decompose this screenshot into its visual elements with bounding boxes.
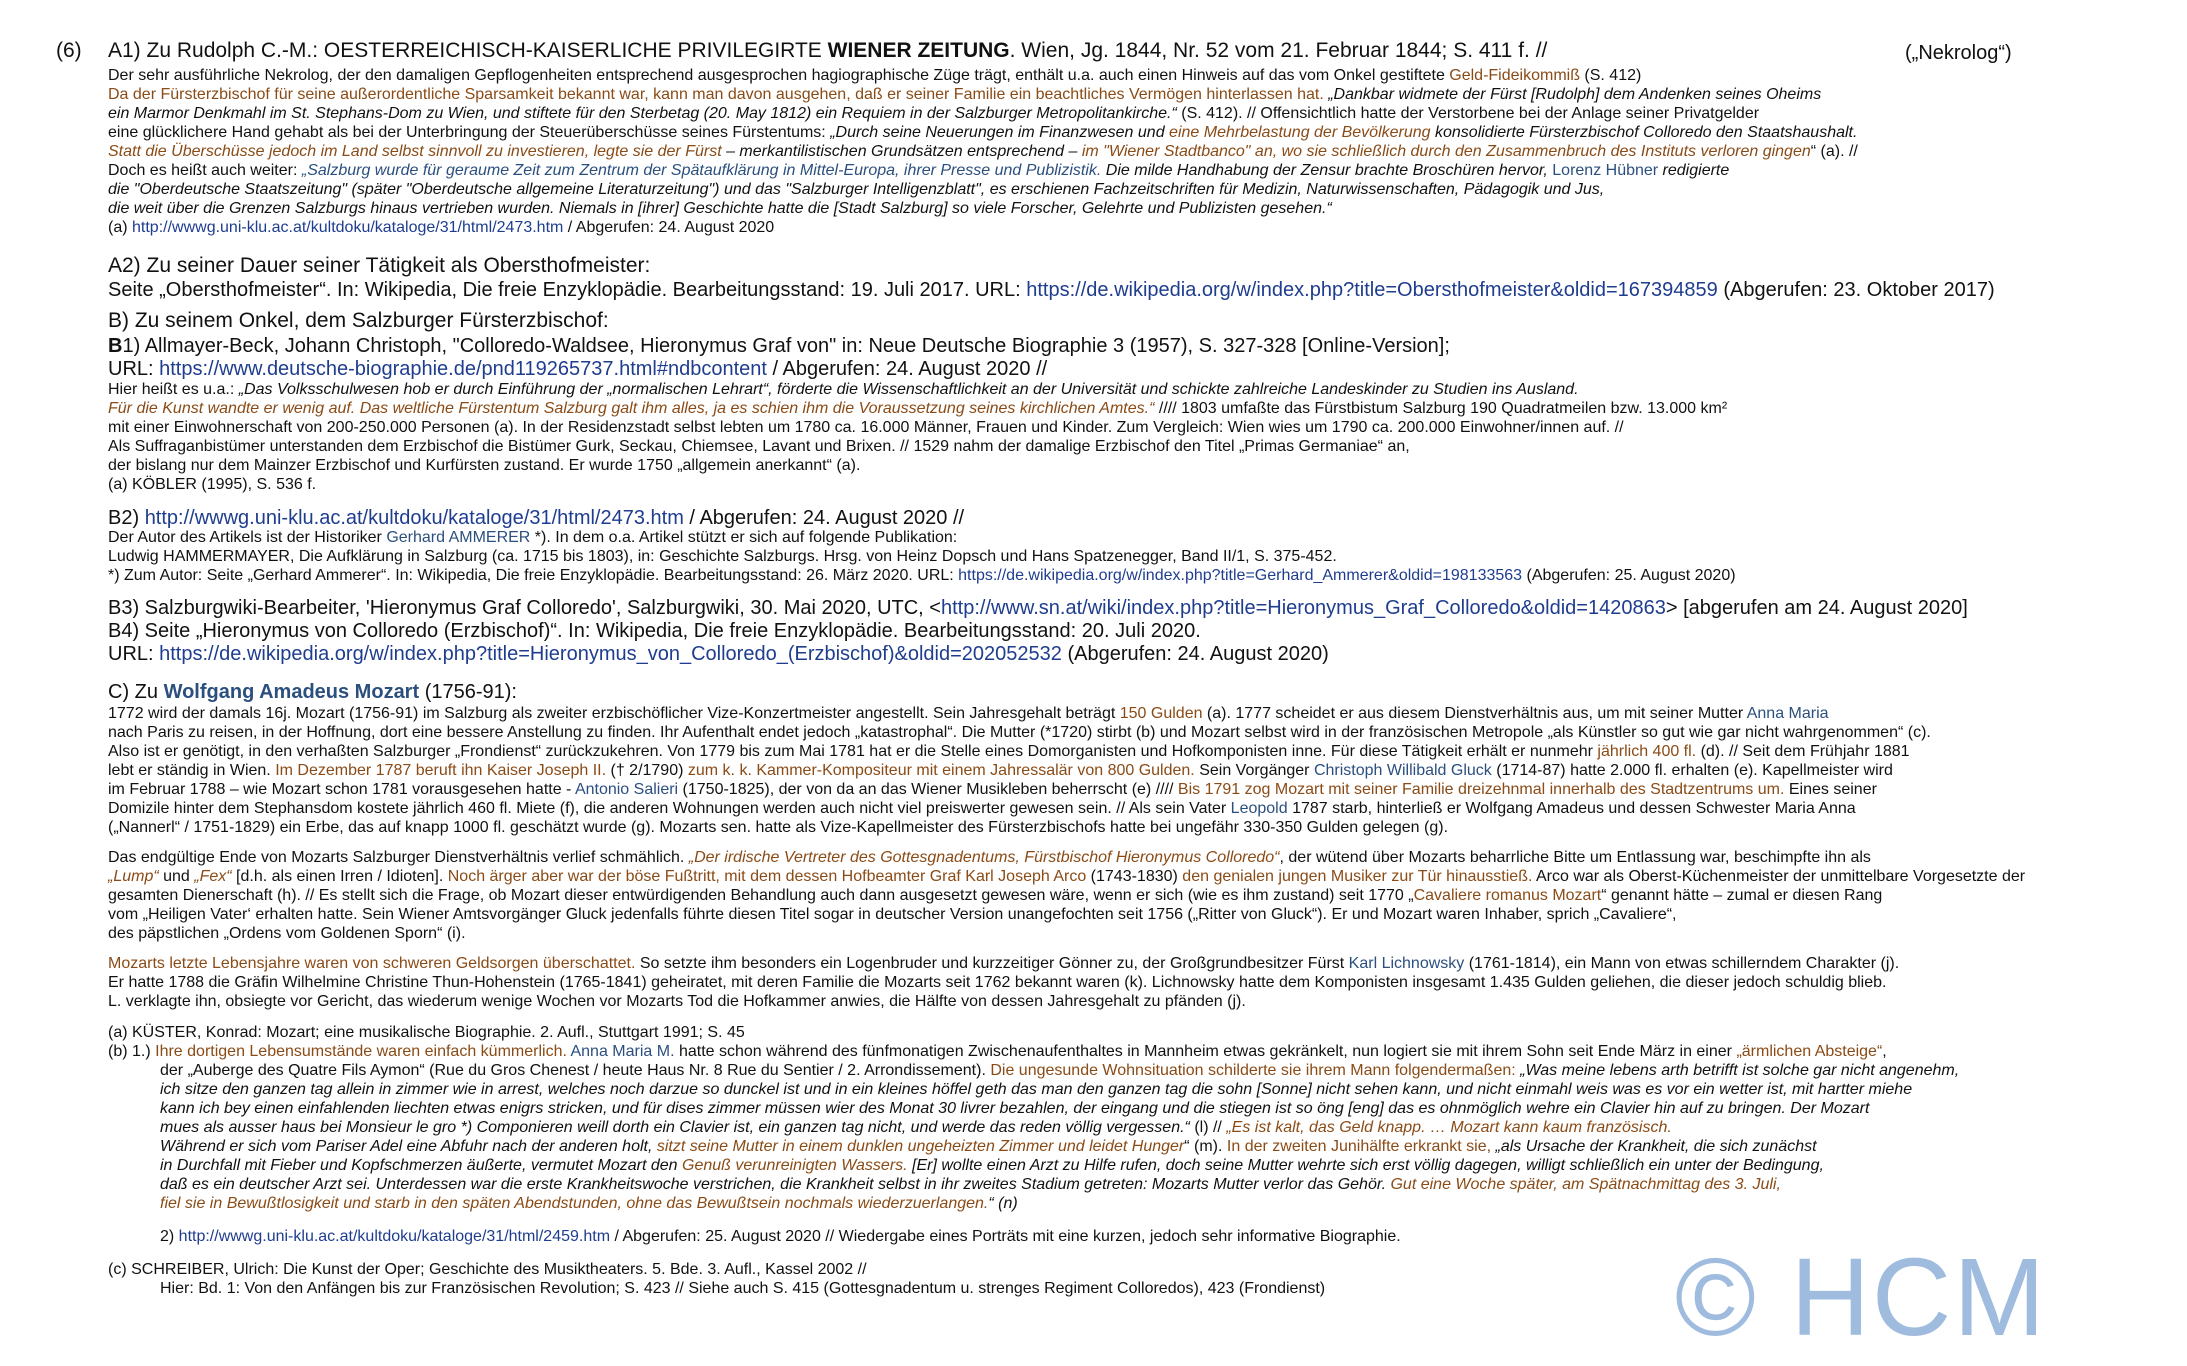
text-segment: Gerhard AMMERER xyxy=(386,529,531,546)
text-segment: *). In dem o.a. Artikel stützt er sich auf folgende Publikation: xyxy=(530,529,958,546)
text-segment: B xyxy=(108,335,123,357)
text-segment: 1) Allmayer-Beck, Johann Christoph, "Colloredo-Waldsee, Hieronymus Graf von" in: Neue Deutsche Biographie 3 (1957), S. 327-328 [Online-Version]; xyxy=(122,335,1450,357)
text-segment: Für die Kunst wandte er wenig auf. Das weltliche Fürstentum Salzburg galt ihm alles, ja es schien ihm die Voraussetzung seines kirchlichen Amtes.“ xyxy=(108,400,1155,417)
text-segment: die weit über die Grenzen Salzburgs hinaus vertrieben wurden. Niemals in [ihrer] Geschichte hatte die [Stadt Salzburg] so viele Forscher, Gelehrte und Publizisten gesehen.“ xyxy=(108,200,1332,217)
text-segment: So setzte ihm besonders ein Logenbruder und kurzzeitiger Gönner zu, der Großgrundbesitzer Fürst xyxy=(635,955,1349,972)
text-line xyxy=(160,1061,1959,1080)
text-segment: hatte schon während des fünfmonatigen Zwischenaufenthaltes in Mannheim etwas gekränkelt, nun logiert sie mit ihrem Sohn seit Ende März in einer xyxy=(674,1043,1737,1060)
text-segment: > [abgerufen am 24. August 2020] xyxy=(1665,597,1968,619)
text-segment: (1714-87) hatte 2.000 fl. erhalten (e). Kapellmeister wird xyxy=(1491,762,1893,779)
text-line xyxy=(108,418,1624,437)
text-segment: Der sehr ausführliche Nekrolog, der den damaligen Gepflogenheiten entsprechend ausgesprochen hagiographische Züge trägt, enthält u.a. auch einen Hinweis auf das vom Onkel gestiftete xyxy=(108,67,1450,84)
text-segment: / Abgerufen: 24. August 2020 // xyxy=(683,507,965,529)
text-segment: „Dankbar widmete der Fürst [Rudolph] dem Andenken seines Oheims xyxy=(1323,86,1822,103)
text-segment: , der wütend über Mozarts beharrliche Bitte um Entlassung war, beschimpfte ihn als xyxy=(1279,849,1871,866)
text-line xyxy=(160,1279,1325,1298)
text-line xyxy=(108,761,1893,780)
text-segment: (Abgerufen: 24. August 2020) xyxy=(1061,643,1329,665)
text-line xyxy=(108,619,1201,643)
text-segment: daß es ein deutscher Arzt sei. Unterdessen war die erste Krankheitswoche verstrichen, die Krankheit selbst in ihr zweites Stadium getreten: Mozarts Mutter verlor das Gehör. xyxy=(160,1176,1391,1193)
text-line xyxy=(108,1042,1887,1061)
text-segment: (1756-91): xyxy=(419,681,517,703)
text-line xyxy=(108,596,1968,620)
text-line xyxy=(108,528,957,547)
text-segment: vom „Heiligen Vater‘ erhalten hatte. Sein Wiener Amtsvorgänger Gluck jedenfalls führte diesen Titel sogar in deutscher Version unangefochten seit 1756 („Ritter von Gluck“). Er und Mozart waren Inhaber, sprich „Cavaliere“, xyxy=(108,906,1677,923)
text-line xyxy=(108,848,1871,867)
text-segment: der bislang nur dem Mainzer Erzbischof und Kurfürsten zustand. Er wurde 1750 „allgemein anerkannt“ (a). xyxy=(108,457,861,474)
text-segment: A1) Zu Rudolph C.-M.: OESTERREICHISCH-KAISERLICHE PRIVILEGIRTE xyxy=(108,39,828,62)
text-line xyxy=(160,1137,1817,1156)
text-segment: kann ich bey einen einfahlenden liechten etwas enigrs stricken, und für dises zimmer müssen wier des Monat 30 livrer bezahlen, der eingang und die stiegen ist so öng [eng] das es ohnmöglich wehre ein Clavier hin auf zu bringen. Der Mozart xyxy=(160,1100,1870,1117)
text-segment: Hier heißt es u.a.: xyxy=(108,381,239,398)
text-segment: eine Mehrbelastung der Bevölkerung xyxy=(1169,124,1431,141)
text-segment: WIENER ZEITUNG xyxy=(827,39,1010,62)
text-segment: Sein Vorgänger xyxy=(1194,762,1314,779)
text-segment: in Durchfall mit Fieber und Kopfschmerzen äußerte, vermutet Mozart den xyxy=(160,1157,682,1174)
text-segment: eine glücklichere Hand gehabt als bei der Unterbringung der Steuerüberschüsse seines Fürstentums: xyxy=(108,124,831,141)
text-line xyxy=(108,380,1579,399)
text-segment: “ (m). xyxy=(1184,1138,1227,1155)
text-segment: Karl Lichnowsky xyxy=(1348,955,1465,972)
text-segment: Der Autor des Artikels ist der Historiker xyxy=(108,529,387,546)
reference-link[interactable]: https://de.wikipedia.org/w/index.php?title=Hieronymus_von_Colloredo_(Erzbischof)&oldid=202052532 xyxy=(159,643,1062,665)
text-line xyxy=(108,547,1337,566)
text-line xyxy=(108,437,1410,456)
text-segment: (a). 1777 scheidet er aus diesem Dienstverhältnis aus, um mit seiner Mutter xyxy=(1202,705,1747,722)
text-segment: Bis 1791 zog Mozart mit seiner Familie dreizehnmal innerhalb des Stadtzentrums um. xyxy=(1177,781,1785,798)
text-segment: († 2/1790) xyxy=(606,762,688,779)
text-segment: “ genannt hätte – zumal er diesen Rang xyxy=(1601,887,1883,904)
text-segment: der „Auberge des Quatre Fils Aymon“ (Rue du Gros Chenest / heute Haus Nr. 8 Rue du Sentier / 2. Arrondissement). xyxy=(160,1062,991,1079)
text-segment: Hier: Bd. 1: Von den Anfängen bis zur Französischen Revolution; S. 423 // Siehe auch S. 415 (Gottesgnadentum u. strenges Regiment Colloredos), 423 (Frondienst) xyxy=(160,1280,1326,1297)
text-line xyxy=(108,142,1858,161)
text-line xyxy=(108,723,1931,742)
text-segment: Da der Fürsterzbischof für seine außerordentliche Sparsamkeit bekannt war, kann man davon ausgehen, daß er seiner Familie ein beachtliches Vermögen hinterlassen hat. xyxy=(108,86,1324,103)
text-segment: im "Wiener Stadtbanco" an, wo sie schließlich durch den Zusammenbruch des Instituts verloren gingen xyxy=(1081,143,1811,160)
text-line xyxy=(160,1080,1912,1099)
text-segment: „Was meine lebens arth betrifft ist solche gar nicht angenehm, xyxy=(1515,1062,1960,1079)
text-line xyxy=(108,334,1450,358)
text-segment: Seite „Obersthofmeister“. In: Wikipedia, Die freie Enzyklopädie. Bearbeitungsstand: 19. Juli 2017. URL: xyxy=(108,279,1027,301)
text-line xyxy=(108,456,860,475)
text-line xyxy=(160,1227,1401,1246)
text-segment: . Wien, Jg. 1844, Nr. 52 vom 21. Februar 1844; S. 411 f. // xyxy=(1009,39,1548,62)
text-line xyxy=(108,742,1910,761)
text-segment: Ihre dortigen Lebensumstände waren einfach kümmerlich. xyxy=(155,1043,567,1060)
text-segment: Genuß verunreinigten Wassers. xyxy=(682,1157,908,1174)
text-line xyxy=(108,905,1676,924)
text-segment: „Lump“ xyxy=(108,868,159,885)
text-segment: 2) xyxy=(160,1228,179,1245)
text-segment: (S. 412). // Offensichtlich hatte der Verstorbene bei der Anlage seiner Privatgelder xyxy=(1176,105,1760,122)
text-segment: Mozarts letzte Lebensjahre waren von schweren Geldsorgen überschattet. xyxy=(108,955,636,972)
text-line xyxy=(160,1156,1824,1175)
text-segment: (a) xyxy=(108,219,132,236)
text-segment: ein Marmor Denkmahl im St. Stephans-Dom zu Wien, und stiftete für den Sterbetag (20. May 1812) ein Requiem in der Salzburger Metropolitankirche.“ xyxy=(108,105,1177,122)
text-segment: „Der irdische Vertreter des Gottesgnadentums, Fürstbischof Hieronymus Colloredo“ xyxy=(688,849,1280,866)
reference-link[interactable]: http://wwwg.uni-klu.ac.at/kultdoku/kataloge/31/html/2473.htm xyxy=(144,507,684,529)
text-line xyxy=(108,867,2025,886)
text-segment: im Februar 1788 – wie Mozart schon 1781 vorausgesehen hatte - xyxy=(108,781,575,798)
text-line xyxy=(108,642,1329,666)
text-line xyxy=(108,992,1246,1011)
text-segment: B4) Seite „Hieronymus von Colloredo (Erzbischof)“. In: Wikipedia, Die freie Enzyklopädie. Bearbeitungsstand: 20. Juli 2020. xyxy=(108,620,1201,642)
text-segment: B) Zu seinem Onkel, dem Salzburger Fürsterzbischof: xyxy=(108,309,609,332)
text-line xyxy=(108,161,1729,180)
hcm-watermark: © HCM xyxy=(1674,1236,2047,1359)
text-segment: „Durch seine Neuerungen im Finanzwesen und xyxy=(830,124,1170,141)
reference-link[interactable]: http://wwwg.uni-klu.ac.at/kultdoku/kataloge/31/html/2473.htm xyxy=(132,219,564,236)
text-segment: (S. 412) xyxy=(1579,67,1642,84)
text-segment: In der zweiten Junihälfte erkrankt sie, xyxy=(1226,1138,1492,1155)
text-segment: Anna Maria xyxy=(1746,705,1829,722)
text-segment: / Abgerufen: 24. August 2020 // xyxy=(766,358,1048,380)
text-segment: Arco war als Oberst-Küchenmeister der unmittelbare Vorgesetzte der xyxy=(1532,868,2026,885)
text-segment: und xyxy=(158,868,195,885)
text-line xyxy=(108,66,1641,85)
text-line xyxy=(108,180,1604,199)
text-segment: URL: xyxy=(108,358,160,380)
reference-link[interactable]: http://www.sn.at/wiki/index.php?title=Hieronymus_Graf_Colloredo&oldid=1420863 xyxy=(940,597,1666,619)
text-segment: 150 Gulden xyxy=(1119,705,1203,722)
text-segment: „Salzburg wurde für geraume Zeit zum Zentrum der Spätaufklärung in Mittel-Europa, ihrer Presse und Publizistik. xyxy=(301,162,1102,179)
text-segment: Antonio Salieri xyxy=(574,781,679,798)
text-line xyxy=(108,566,1736,585)
text-line xyxy=(108,85,1821,104)
text-line xyxy=(108,780,1877,799)
text-segment: //// 1803 umfaßte das Fürstbistum Salzburg 190 Quadratmeilen bzw. 13.000 km² xyxy=(1154,400,1728,417)
reference-link[interactable]: https://de.wikipedia.org/w/index.php?title=Gerhard_Ammerer&oldid=198133563 xyxy=(958,567,1523,584)
text-line xyxy=(108,506,964,530)
text-segment: C) Zu xyxy=(108,681,164,703)
text-segment: URL: xyxy=(108,643,160,665)
text-line xyxy=(108,399,1727,418)
text-segment: „Fex“ xyxy=(194,868,232,885)
text-line xyxy=(160,1099,1869,1118)
text-segment: Noch ärger aber war der böse Fußtritt, mit dem dessen Hofbeamter Graf Karl Joseph Arco xyxy=(447,868,1087,885)
text-segment: B3) Salzburgwiki-Bearbeiter, 'Hieronymus Graf Colloredo', Salzburgwiki, 30. Mai 2020, UTC, < xyxy=(108,597,941,619)
text-segment: Gut eine Woche später, am Spätnachmittag des 3. Juli, xyxy=(1390,1176,1781,1193)
text-segment: (a) KÖBLER (1995), S. 536 f. xyxy=(108,476,317,493)
text-segment: fiel sie in Bewußtlosigkeit und starb in den späten Abendstunden, ohne das Bewußtsein nochmals wiederzuerlangen. xyxy=(160,1195,989,1212)
text-segment: L. verklagte ihn, obsiegte vor Gericht, das wiederum wenige Wochen vor Mozarts Tod die Hofkammer anwies, die Hälfte von dessen Jahresgehalt zu pfänden (j). xyxy=(108,993,1246,1010)
text-line xyxy=(160,1175,1781,1194)
text-line xyxy=(108,886,1882,905)
text-line xyxy=(108,253,650,279)
text-segment: mues als ausser haus bei Monsieur le gro *) Componieren weill dorth ein Clavier ist, ein ganzen tag nicht, und werde das reden völlig vergessen.“ xyxy=(160,1119,1190,1136)
text-segment: gesamten Dienerschaft (h). // Es stellt sich die Frage, ob Mozart dieser entwürdigenden Behandlung auch dann ausgesetzt gewesen wäre, wenn er sich (wie es ihm zustand) seit 1770 „ xyxy=(108,887,1414,904)
text-segment: – merkantilistischen Grundsätzen entsprechend – xyxy=(721,143,1082,160)
text-segment: nach Paris zu reisen, in der Hoffnung, dort eine bessere Anstellung zu finden. Ihr Aufenthalt endet jedoch „katastrophal“. Die Mutter (*1720) stirbt (b) und Mozart selbst wird in der französischen Metropole „als Künstler so gut wie gar nicht wahrgenommen“ (c). xyxy=(108,724,1931,741)
reference-link[interactable]: http://wwwg.uni-klu.ac.at/kultdoku/kataloge/31/html/2459.htm xyxy=(178,1228,611,1245)
text-segment: (Abgerufen: 25. August 2020) xyxy=(1522,567,1736,584)
text-segment: „Es ist kalt, das Geld knapp. … Mozart kann kaum französisch. xyxy=(1226,1119,1672,1136)
text-segment: ich sitze den ganzen tag allein in zimmer wie in arrest, welches noch darzue so dunckel ist und in ein kleines höffel geth das man den ganzen tag die sohn [Sonne] nicht sehen kann, und nicht einmahl weis was es vor ein wetter ist, mit hartter miehe xyxy=(160,1081,1913,1098)
text-line xyxy=(108,104,1759,123)
text-line xyxy=(160,1118,1672,1137)
text-segment: 1772 wird der damals 16j. Mozart (1756-91) im Salzburg als zweiter erzbischöflicher Vize-Konzertmeister angestellt. Sein Jahresgehalt beträgt xyxy=(108,705,1120,722)
text-segment: Anna Maria M. xyxy=(570,1043,675,1060)
text-segment: Doch es heißt auch weiter: xyxy=(108,162,302,179)
text-segment: Eines seiner xyxy=(1784,781,1877,798)
text-segment: Geld-Fideikommiß xyxy=(1449,67,1580,84)
text-line xyxy=(108,38,1547,64)
text-segment: Also ist er genötigt, in den verhaßten Salzburger „Frondienst“ zurückzukehren. Von 1779 bis zum Mai 1781 hat er die Stelle eines Domorganisten und Hofkomponisten inne. Für diese Tätigkeit erhält er nunmehr xyxy=(108,743,1598,760)
text-segment: Leopold xyxy=(1230,800,1288,817)
text-segment: “ (a). // xyxy=(1810,143,1858,160)
text-line xyxy=(108,199,1332,218)
text-segment: redigierte xyxy=(1658,162,1730,179)
text-segment: (Abgerufen: 23. Oktober 2017) xyxy=(1717,279,1995,301)
text-segment: sitzt seine Mutter in einem dunklen ungeheizten Zimmer und leidet Hunger xyxy=(656,1138,1185,1155)
text-segment: mit einer Einwohnerschaft von 200-250.000 Personen (a). In der Residenzstadt selbst lebten um 1780 ca. 16.000 Männer, Frauen und Kinder. Zum Vergleich: Wien wies um 1790 ca. 200.000 Einwohner/innen auf. // xyxy=(108,419,1624,436)
text-segment: Lorenz Hübner xyxy=(1552,162,1659,179)
text-line xyxy=(108,357,1047,381)
text-segment: („Nannerl“ / 1751-1829) ein Erbe, das auf knapp 1000 fl. geschätzt wurde (g). Mozarts sen. hatte als Vize-Kapellmeister des Fürsterzbischofs hatte bei ungefähr 330-350 Gulden gelegen (g). xyxy=(108,819,1449,836)
text-segment: (1743-1830) xyxy=(1086,868,1183,885)
text-segment: Statt die Überschüsse jedoch im Land selbst sinnvoll zu investieren, legte sie der Fürst xyxy=(108,143,722,160)
text-segment: jährlich 400 fl. xyxy=(1597,743,1697,760)
text-segment: Ludwig HAMMERMAYER, Die Aufklärung in Salzburg (ca. 1715 bis 1803), in: Geschichte Salzburgs. Hrsg. von Heinz Dopsch und Hans Spatzenegger, Band II/1, S. 375-452. xyxy=(108,548,1337,565)
text-segment: Cavaliere romanus Mozart xyxy=(1413,887,1602,904)
text-segment: die "Oberdeutsche Staatszeitung" (später "Oberdeutsche allgemeine Literaturzeitung") und das "Salzburger Intelligenzblatt", es erschienen Fachzeitschriften für Medizin, Naturwissenschaften, Pädagogik und Jus, xyxy=(108,181,1605,198)
text-segment: 1787 starb, hinterließ er Wolfgang Amadeus und dessen Schwester Maria Anna xyxy=(1287,800,1856,817)
text-segment: (c) SCHREIBER, Ulrich: Die Kunst der Oper; Geschichte des Musiktheaters. 5. Bde. 3. Aufl., Kassel 2002 // xyxy=(108,1261,867,1278)
text-segment: (1750-1825), der von da an das Wiener Musikleben beherrscht (e) //// xyxy=(678,781,1178,798)
text-segment: Domizile hinter dem Stephansdom kostete jährlich 460 fl. Miete (f), die anderen Wohnungen werden auch nicht viel preiswerter gewesen sein. // Als sein Vater xyxy=(108,800,1231,817)
text-line xyxy=(108,954,1899,973)
text-segment: (1761-1814), ein Mann von etwas schillerndem Charakter (j). xyxy=(1464,955,1900,972)
text-line xyxy=(108,1260,867,1279)
text-segment: Während er sich vom Pariser Adel eine Abfuhr nach der anderen holt, xyxy=(160,1138,657,1155)
reference-link[interactable]: https://www.deutsche-biographie.de/pnd119265737.html#ndbcontent xyxy=(159,358,767,380)
text-segment: „als Ursache der Krankheit, die sich zunächst xyxy=(1491,1138,1817,1155)
text-line xyxy=(108,704,1829,723)
text-segment: [Er] wollte einen Arzt zu Hilfe rufen, doch seine Mutter wehrte sich erst völlig dagegen, willigt schließlich ein unter der Bedingung, xyxy=(907,1157,1824,1174)
text-line xyxy=(108,680,517,704)
text-segment: des päpstlichen „Ordens vom Goldenen Sporn“ (i). xyxy=(108,925,466,942)
text-line xyxy=(108,818,1448,837)
entry-number: (6) xyxy=(56,39,82,62)
text-segment: Die ungesunde Wohnsituation schilderte sie ihrem Mann folgendermaßen: xyxy=(990,1062,1516,1079)
text-line xyxy=(108,123,1857,142)
text-line xyxy=(160,1194,1018,1213)
text-segment: Wolfgang Amadeus Mozart xyxy=(163,681,420,703)
text-segment: (b) 1.) xyxy=(108,1043,156,1060)
text-segment: zum k. k. Kammer-Kompositeur mit einem Jahressalär von 800 Gulden. xyxy=(687,762,1195,779)
text-segment: (l) // xyxy=(1189,1119,1227,1136)
text-line xyxy=(108,1023,745,1042)
text-segment: Christoph Willibald Gluck xyxy=(1313,762,1492,779)
text-line xyxy=(108,308,609,334)
text-segment: „Das Volksschulwesen hob er durch Einführung der „normalischen Lehrart“, förderte die Wissenschaftlichkeit an der Universität und schickte zahlreiche Landeskinder zu Studien ins Ausland. xyxy=(238,381,1579,398)
text-segment: Er hatte 1788 die Gräfin Wilhelmine Christine Thun-Hohenstein (1765-1841) geheiratet, mit deren Familie die Mozarts seit 1762 bekannt waren (k). Lichnowsky hatte dem Komponisten insgesamt 1.435 Gulden geliehen, die dieser jedoch schuldig blieb. xyxy=(108,974,1887,991)
text-segment: lebt er ständig in Wien. xyxy=(108,762,276,779)
text-line xyxy=(108,973,1886,992)
text-segment: [d.h. als einen Irren / Idioten]. xyxy=(231,868,448,885)
nekrolog-tag: („Nekrolog“) xyxy=(1905,42,2012,64)
text-segment: A2) Zu seiner Dauer seiner Tätigkeit als Obersthofmeister: xyxy=(108,254,651,277)
text-segment: “ (n) xyxy=(988,1195,1018,1212)
text-line xyxy=(108,924,466,943)
text-segment: (a) KÜSTER, Konrad: Mozart; eine musikalische Biographie. 2. Aufl., Stuttgart 1991; S. 45 xyxy=(108,1024,745,1041)
text-segment: *) Zum Autor: Seite „Gerhard Ammerer“. In: Wikipedia, Die freie Enzyklopädie. Bearbeitungsstand: 26. März 2020. URL: xyxy=(108,567,959,584)
text-segment: / Abgerufen: 25. August 2020 // Wiedergabe eines Porträts mit eine kurzen, jedoch sehr informative Biographie. xyxy=(610,1228,1401,1245)
text-segment: „ärmlichen Absteige“ xyxy=(1736,1043,1883,1060)
text-segment: den genialen jungen Musiker zur Tür hinausstieß. xyxy=(1182,868,1533,885)
text-line xyxy=(108,278,1995,302)
text-line xyxy=(108,475,316,494)
text-segment: Im Dezember 1787 beruft ihn Kaiser Joseph II. xyxy=(275,762,607,779)
text-segment: Als Suffraganbistümer unterstanden dem Erzbischof die Bistümer Gurk, Seckau, Chiemsee, Lavant und Brixen. // 1529 nahm der damalige Erzbischof den Titel „Primas Germaniae“ an, xyxy=(108,438,1410,455)
text-segment: B2) xyxy=(108,507,145,529)
text-line xyxy=(108,799,1856,818)
text-line xyxy=(108,218,774,237)
text-segment: konsolidierte Fürsterzbischof Colloredo den Staatshaushalt. xyxy=(1430,124,1858,141)
reference-link[interactable]: https://de.wikipedia.org/w/index.php?title=Obersthofmeister&oldid=167394859 xyxy=(1026,279,1718,301)
text-segment: / Abgerufen: 24. August 2020 xyxy=(563,219,775,236)
text-segment: Die milde Handhabung der Zensur brachte Broschüren hervor, xyxy=(1101,162,1553,179)
text-segment: , xyxy=(1882,1043,1887,1060)
text-segment: (d). // Seit dem Frühjahr 1881 xyxy=(1696,743,1910,760)
text-segment: Das endgültige Ende von Mozarts Salzburger Dienstverhältnis verlief schmählich. xyxy=(108,849,689,866)
